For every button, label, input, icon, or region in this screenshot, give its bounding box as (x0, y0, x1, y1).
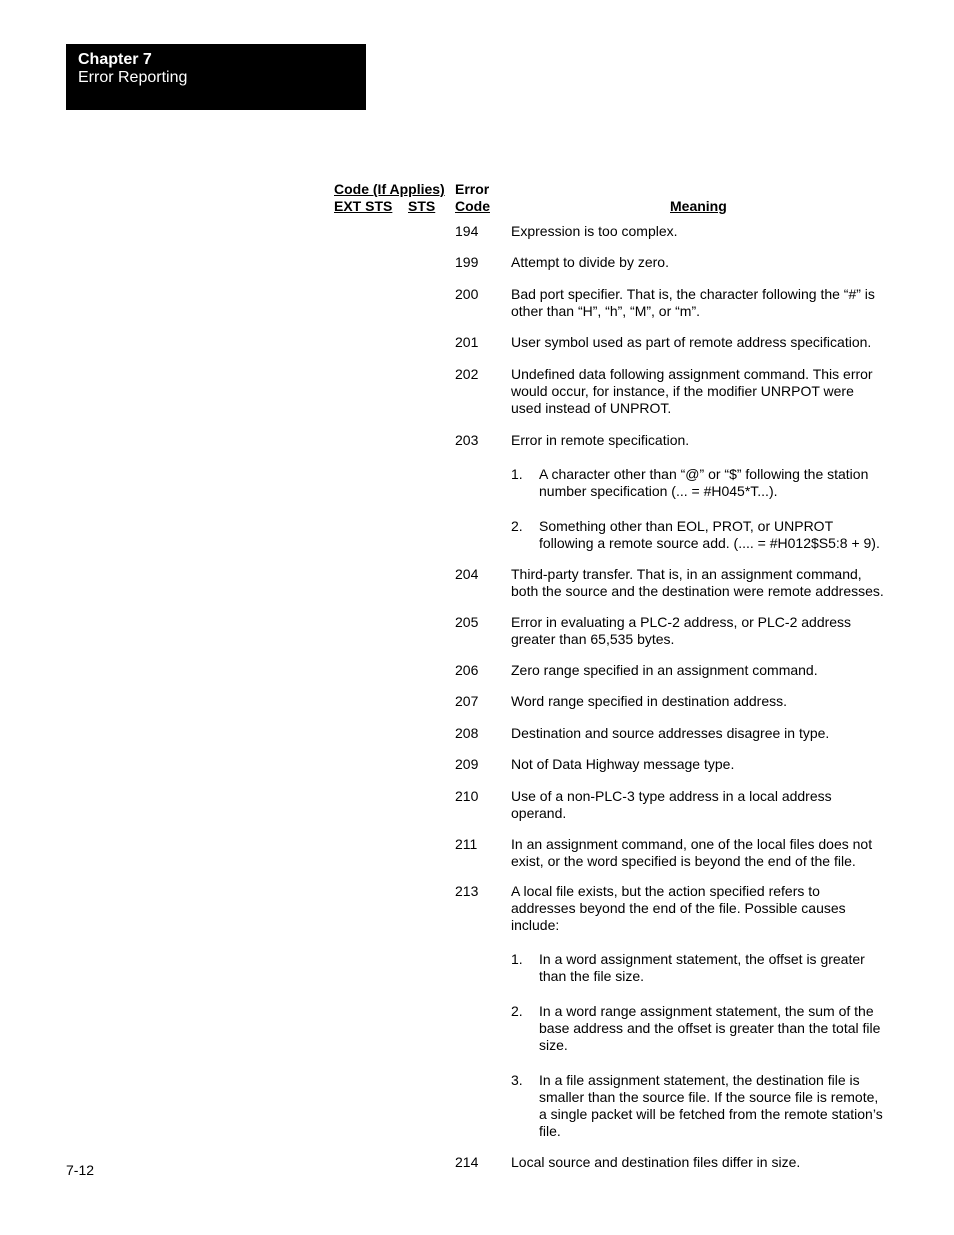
error-code: 203 (455, 432, 479, 448)
error-meaning: Bad port specifier. That is, the character following the “#” is other than “H”, “h”, “M”, or “m”. (511, 286, 875, 319)
list-item-text: Something other than EOL, PROT, or UNPROT following a remote source add. (.... = #H012$S5:8 + 9). (539, 518, 880, 551)
table-row (455, 566, 885, 600)
list-item-number: 1. (511, 466, 523, 482)
error-meaning: Error in remote specification. (511, 432, 690, 448)
error-code: 200 (455, 286, 479, 302)
error-code: 199 (455, 254, 479, 270)
table-row (455, 614, 885, 648)
error-meaning: Undefined data following assignment command. This error would occur, for instance, if the modifier UNRPOT were used instead of UNPROT. (511, 366, 873, 416)
table-row (455, 334, 885, 351)
column-header-meaning: Meaning (670, 198, 727, 214)
table-row (455, 223, 885, 240)
error-code: 208 (455, 725, 479, 741)
error-meaning: A local file exists, but the action specified refers to addresses beyond the end of the file. Possible causes include: (511, 883, 846, 933)
list-item-number: 1. (511, 951, 523, 967)
table-row (455, 756, 885, 773)
column-header-code-if-applies: Code (If Applies) (334, 181, 445, 197)
error-code: 209 (455, 756, 479, 772)
error-code: 205 (455, 614, 479, 630)
error-code: 214 (455, 1154, 479, 1170)
table-row (455, 254, 885, 271)
list-item-text: In a file assignment statement, the destination file is smaller than the source file. If the source file is remote, a single packet will be fetched from the remote station’s file. (539, 1072, 883, 1139)
error-code: 201 (455, 334, 479, 350)
error-code: 202 (455, 366, 479, 382)
list-item-number: 2. (511, 518, 523, 534)
column-header-ext-sts: EXT STS (334, 198, 393, 214)
chapter-number: Chapter 7 (78, 51, 152, 68)
table-row (455, 286, 885, 320)
table-row (455, 432, 885, 449)
error-meaning: Zero range specified in an assignment command. (511, 662, 818, 678)
error-code: 211 (455, 836, 478, 852)
error-meaning: Local source and destination files differ in size. (511, 1154, 801, 1170)
table-row (455, 836, 885, 870)
error-meaning: Third-party transfer. That is, in an assignment command, both the source and the destination were remote addresses. (511, 566, 884, 599)
error-code-table (455, 223, 885, 1171)
table-row (455, 1154, 885, 1171)
error-code: 206 (455, 662, 479, 678)
list-item (511, 518, 885, 552)
error-code: 194 (455, 223, 479, 239)
error-code: 210 (455, 788, 479, 804)
error-meaning: Error in evaluating a PLC-2 address, or PLC-2 address greater than 65,535 bytes. (511, 614, 852, 647)
page-number: 7-12 (66, 1162, 95, 1178)
chapter-title: Error Reporting (78, 69, 188, 86)
list-item-number: 3. (511, 1072, 523, 1088)
chapter-header (66, 44, 366, 110)
table-row (455, 662, 885, 679)
error-meaning: Expression is too complex. (511, 223, 678, 239)
column-header-sts: STS (408, 198, 436, 214)
table-row (455, 693, 885, 710)
error-meaning: Word range specified in destination address. (511, 693, 788, 709)
list-item-text: A character other than “@” or “$” following the station number specification (... = #H045*T...). (539, 466, 869, 499)
list-item (511, 466, 885, 500)
table-row (455, 366, 885, 417)
list-item (511, 951, 885, 985)
error-code: 207 (455, 693, 479, 709)
table-row (455, 725, 885, 742)
list-item (511, 1072, 885, 1140)
list-item (511, 1003, 885, 1054)
error-meaning: Attempt to divide by zero. (511, 254, 669, 270)
table-row (455, 788, 885, 822)
error-meaning: User symbol used as part of remote address specification. (511, 334, 872, 350)
error-code: 213 (455, 883, 479, 899)
error-code: 204 (455, 566, 479, 582)
column-header-error: Error (455, 181, 490, 197)
error-meaning: Destination and source addresses disagree in type. (511, 725, 830, 741)
list-item-number: 2. (511, 1003, 523, 1019)
column-header-code: Code (455, 198, 490, 214)
error-meaning: Not of Data Highway message type. (511, 756, 735, 772)
list-item-text: In a word assignment statement, the offset is greater than the file size. (539, 951, 865, 984)
table-row (455, 883, 885, 934)
error-meaning: In an assignment command, one of the local files does not exist, or the word specified is beyond the end of the file. (511, 836, 873, 869)
list-item-text: In a word range assignment statement, the sum of the base address and the offset is greater than the total file size. (539, 1003, 881, 1053)
error-meaning: Use of a non-PLC-3 type address in a local address operand. (511, 788, 832, 821)
